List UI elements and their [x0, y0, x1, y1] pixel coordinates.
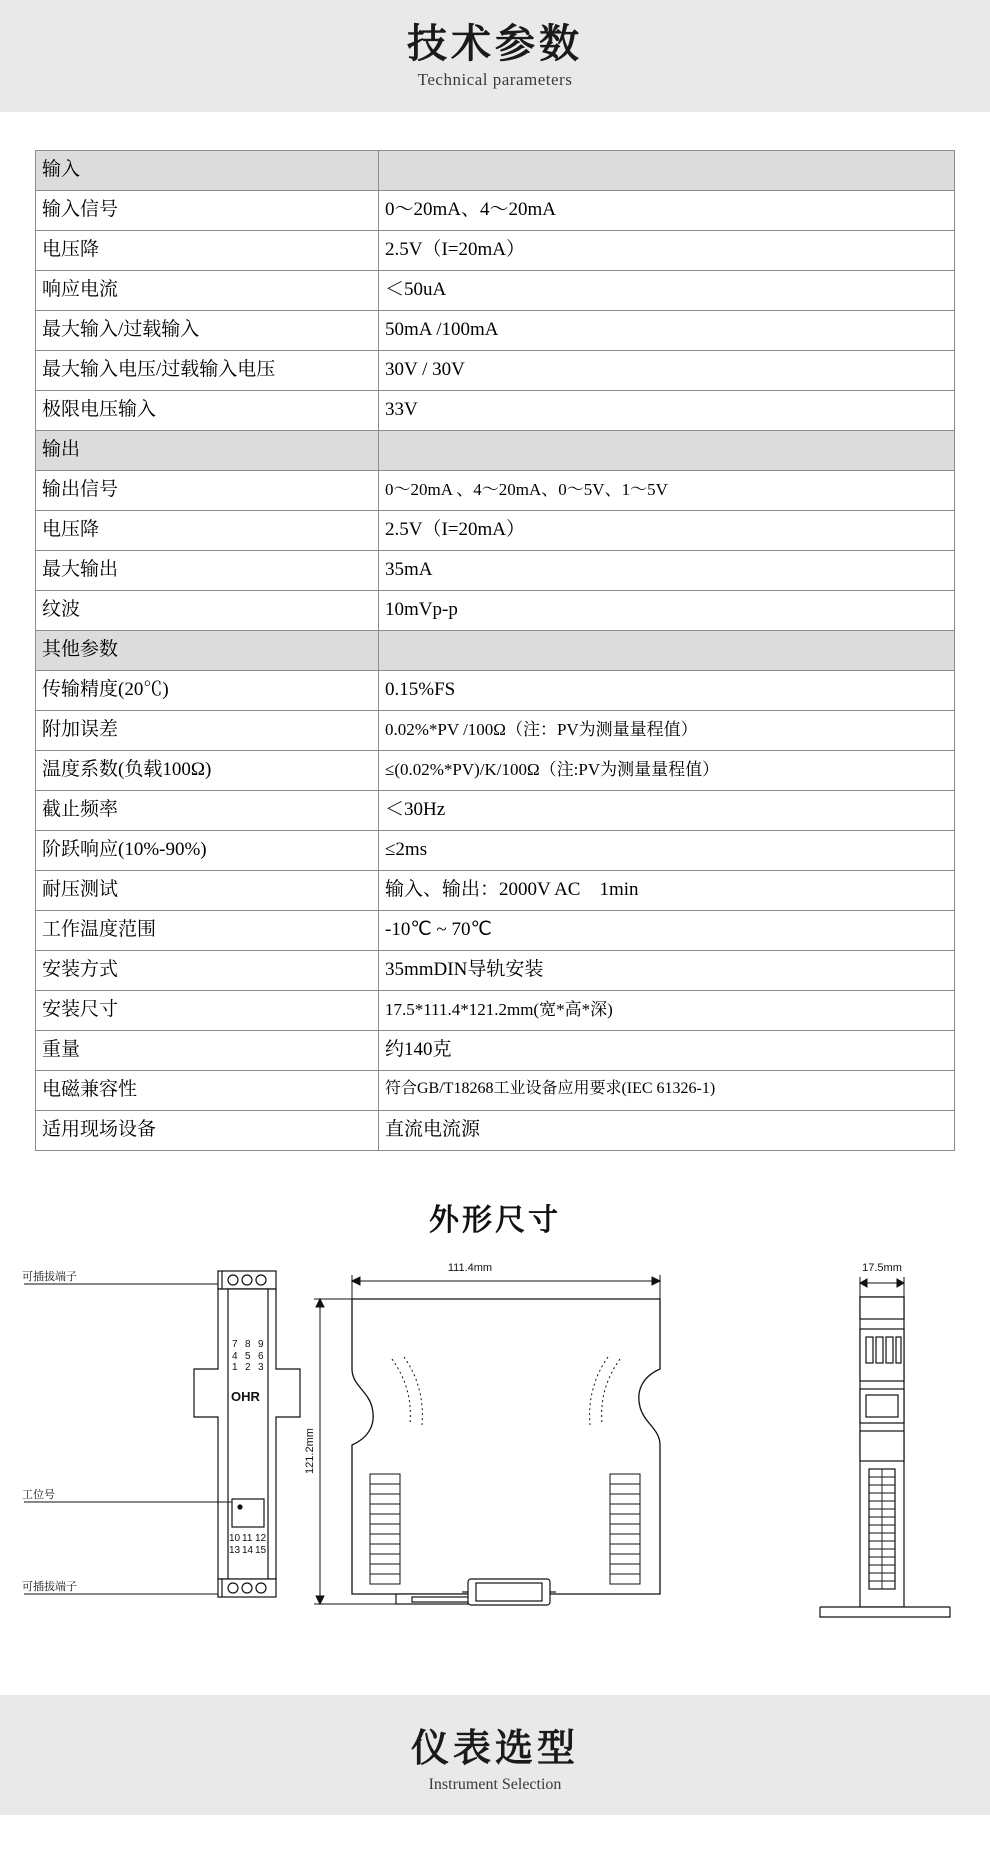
spec-label: 重量 — [36, 1031, 379, 1071]
spec-value: ＜30Hz — [379, 791, 955, 831]
spec-value: 0～20mA 、4～20mA、0～5V、1～5V — [379, 471, 955, 511]
spec-value: 35mmDIN导轨安装 — [379, 951, 955, 991]
svg-text:8: 8 — [245, 1339, 251, 1350]
svg-text:6: 6 — [258, 1351, 264, 1362]
spec-label: 电磁兼容性 — [36, 1071, 379, 1111]
table-row — [36, 1071, 955, 1111]
table-row — [36, 671, 955, 711]
table-row — [36, 391, 955, 431]
spec-label: 温度系数(负载100Ω) — [36, 751, 379, 791]
spec-value: 35mA — [379, 551, 955, 591]
spec-label: 阶跃响应(10%-90%) — [36, 831, 379, 871]
callout-top-label: 可插拔端子 — [22, 1271, 77, 1283]
spec-value: 30V / 30V — [379, 351, 955, 391]
spec-label: 安装尺寸 — [36, 991, 379, 1031]
spec-label: 纹波 — [36, 591, 379, 631]
spec-label: 最大输出 — [36, 551, 379, 591]
table-row — [36, 271, 955, 311]
spec-value: 0～20mA、4～20mA — [379, 191, 955, 231]
spec-value: 2.5V（I=20mA） — [379, 511, 955, 551]
spec-label: 工作温度范围 — [36, 911, 379, 951]
spec-value: 符合GB/T18268工业设备应用要求(IEC 61326-1) — [379, 1071, 955, 1111]
svg-text:9: 9 — [258, 1339, 264, 1350]
table-row — [36, 151, 955, 191]
callout-bottom-label: 可插拔端子 — [22, 1581, 77, 1593]
technical-parameters-table — [35, 150, 955, 1151]
page-title: 技术参数 — [407, 21, 583, 66]
spec-label: 响应电流 — [36, 271, 379, 311]
spec-label: 输入信号 — [36, 191, 379, 231]
spec-value: ≤(0.02%*PV)/K/100Ω（注:PV为测量量程值） — [379, 751, 955, 791]
svg-text:OHR: OHR — [231, 1389, 260, 1404]
dimensions-title: 外形尺寸 — [429, 1204, 561, 1237]
spec-table-wrap — [0, 112, 990, 1151]
spec-value: 直流电流源 — [379, 1111, 955, 1151]
svg-text:15: 15 — [255, 1545, 267, 1556]
svg-text:12: 12 — [255, 1533, 267, 1544]
depth-dimension-label: 17.5mm — [862, 1262, 902, 1274]
svg-text:7: 7 — [232, 1339, 238, 1350]
spec-label: 最大输入电压/过载输入电压 — [36, 351, 379, 391]
table-row — [36, 751, 955, 791]
spec-value: ＜50uA — [379, 271, 955, 311]
spec-value — [379, 631, 955, 671]
spec-label: 输出信号 — [36, 471, 379, 511]
spec-label: 输出 — [36, 431, 379, 471]
spec-label: 电压降 — [36, 231, 379, 271]
table-row — [36, 311, 955, 351]
svg-text:4: 4 — [232, 1351, 238, 1362]
dimension-drawing — [0, 1249, 990, 1659]
technical-parameters-banner — [0, 0, 990, 112]
svg-text:5: 5 — [245, 1351, 251, 1362]
spec-label: 附加误差 — [36, 711, 379, 751]
spec-label: 适用现场设备 — [36, 1111, 379, 1151]
table-row — [36, 711, 955, 751]
table-row — [36, 511, 955, 551]
table-row — [36, 631, 955, 671]
table-row — [36, 871, 955, 911]
table-row — [36, 1111, 955, 1151]
callout-middle-label: 工位号 — [22, 1489, 55, 1501]
spec-value: 0.02%*PV /100Ω（注：PV为测量量程值） — [379, 711, 955, 751]
spec-value: 17.5*111.4*121.2mm(宽*高*深) — [379, 991, 955, 1031]
spec-label: 电压降 — [36, 511, 379, 551]
table-row — [36, 991, 955, 1031]
table-row — [36, 791, 955, 831]
svg-text:10: 10 — [229, 1533, 241, 1544]
svg-text:14: 14 — [242, 1545, 254, 1556]
spec-label: 安装方式 — [36, 951, 379, 991]
spec-label: 耐压测试 — [36, 871, 379, 911]
svg-text:1: 1 — [232, 1362, 238, 1373]
footer-title: 仪表选型 — [410, 1727, 579, 1770]
spec-value: 33V — [379, 391, 955, 431]
table-row — [36, 1031, 955, 1071]
svg-text:2: 2 — [245, 1362, 251, 1373]
spec-label: 输入 — [36, 151, 379, 191]
spec-label: 截止频率 — [36, 791, 379, 831]
page-subtitle: Technical parameters — [417, 70, 573, 89]
spec-value — [379, 151, 955, 191]
spec-label: 极限电压输入 — [36, 391, 379, 431]
height-dimension-label: 121.2mm — [304, 1428, 316, 1474]
spec-label: 最大输入/过载输入 — [36, 311, 379, 351]
spec-value — [379, 431, 955, 471]
table-row — [36, 911, 955, 951]
table-row — [36, 591, 955, 631]
spec-value: 0.15%FS — [379, 671, 955, 711]
footer-subtitle: Instrument Selection — [428, 1775, 562, 1793]
spec-value: ≤2ms — [379, 831, 955, 871]
svg-text:13: 13 — [229, 1545, 241, 1556]
spec-value: 约140克 — [379, 1031, 955, 1071]
spec-label: 传输精度(20℃) — [36, 671, 379, 711]
spec-value: 2.5V（I=20mA） — [379, 231, 955, 271]
table-row — [36, 231, 955, 271]
svg-text:11: 11 — [242, 1533, 253, 1544]
table-row — [36, 471, 955, 511]
spec-label: 其他参数 — [36, 631, 379, 671]
table-row — [36, 191, 955, 231]
spec-value: -10℃ ~ 70℃ — [379, 911, 955, 951]
table-row — [36, 551, 955, 591]
table-row — [36, 831, 955, 871]
instrument-selection-banner — [0, 1695, 990, 1815]
spec-value: 10mVp-p — [379, 591, 955, 631]
width-dimension-label: 111.4mm — [447, 1262, 493, 1274]
spec-value: 50mA /100mA — [379, 311, 955, 351]
table-row — [36, 951, 955, 991]
svg-text:3: 3 — [258, 1362, 264, 1373]
table-row — [36, 351, 955, 391]
table-row — [36, 431, 955, 471]
spec-value: 输入、输出：2000V AC 1min — [379, 871, 955, 911]
